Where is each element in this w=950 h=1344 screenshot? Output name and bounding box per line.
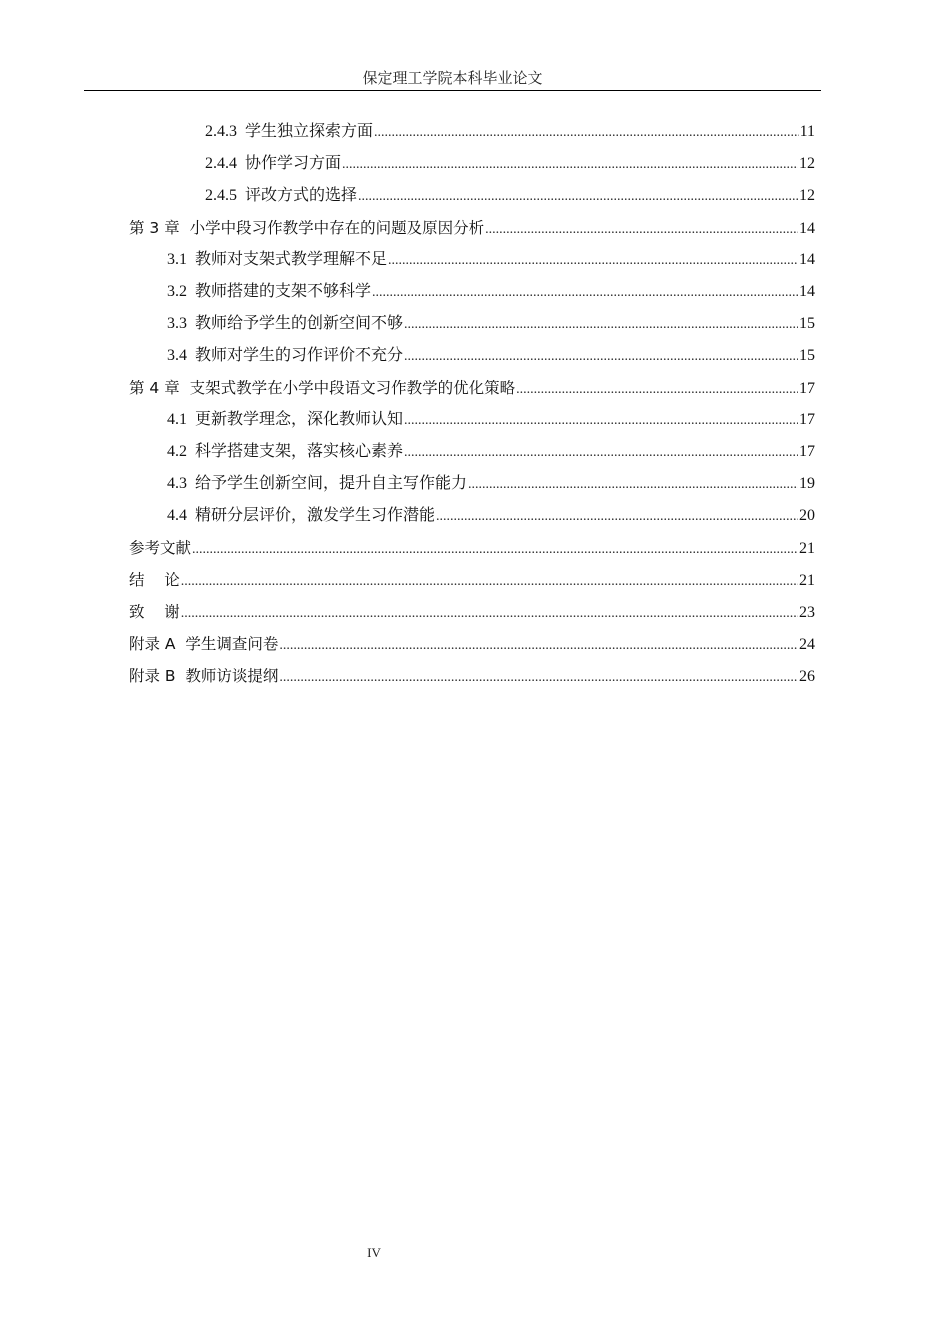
toc-entry-title: 致 谢 (129, 603, 180, 621)
toc-entry-title: 3.3 教师给予学生的创新空间不够 (167, 315, 404, 332)
toc-entry-title: 参考文献 (129, 539, 192, 557)
toc-entry-page: 20 (799, 507, 815, 524)
toc-entry-title: 2.4.4 协作学习方面 (205, 155, 342, 172)
toc-entry[interactable] (129, 596, 815, 628)
toc-entry-page: 17 (799, 380, 815, 397)
toc-entry-title: 4.3 给予学生创新空间，提升自主写作能力 (167, 475, 468, 492)
page-number: IV (367, 1245, 381, 1260)
toc-dot-leader (181, 566, 798, 598)
toc-dot-leader (404, 437, 798, 469)
toc-entry-page: 26 (799, 668, 815, 685)
toc-dot-leader (404, 405, 798, 437)
toc-entry-title: 2.4.3 学生独立探索方面 (205, 123, 374, 140)
toc-entry[interactable] (129, 628, 815, 660)
toc-entry-title: 结 论 (129, 571, 180, 589)
toc-entry-page: 21 (799, 572, 815, 589)
toc-entry[interactable] (129, 532, 815, 564)
toc-entry-title: 附录 B 教师访谈提纲 (129, 667, 279, 685)
toc-entry-title: 3.1 教师对支架式教学理解不足 (167, 251, 388, 268)
toc-entry-title: 3.4 教师对学生的习作评价不充分 (167, 347, 404, 364)
toc-entry-page: 21 (799, 540, 815, 557)
toc-entry-title: 第 4 章 支架式教学在小学中段语文习作教学的优化策略 (129, 379, 516, 397)
toc-entry[interactable] (129, 212, 815, 244)
toc-entry[interactable] (129, 276, 815, 308)
toc-entry-title: 3.2 教师搭建的支架不够科学 (167, 283, 372, 300)
toc-entry-title: 附录 A 学生调查问卷 (129, 635, 279, 653)
toc-entry[interactable] (129, 468, 815, 500)
toc-entry[interactable] (129, 660, 815, 692)
toc-dot-leader (516, 374, 798, 406)
toc-entry-page: 14 (799, 251, 815, 268)
toc-entry-page: 24 (799, 636, 815, 653)
toc-entry[interactable] (129, 372, 815, 404)
toc-entry[interactable] (129, 564, 815, 596)
toc-entry-page: 15 (799, 347, 815, 364)
toc-entry-page: 14 (799, 220, 815, 237)
toc-entry-page: 12 (799, 155, 815, 172)
toc-entry[interactable] (129, 148, 815, 180)
toc-entry[interactable] (129, 308, 815, 340)
toc-entry[interactable] (129, 116, 815, 148)
toc-entry-page: 17 (799, 443, 815, 460)
toc-dot-leader (342, 149, 798, 181)
table-of-contents (129, 116, 815, 692)
toc-entry-title: 4.1 更新教学理念，深化教师认知 (167, 411, 404, 428)
toc-entry-title: 2.4.5 评改方式的选择 (205, 187, 358, 204)
toc-entry[interactable] (129, 180, 815, 212)
toc-dot-leader (181, 598, 798, 630)
toc-dot-leader (388, 245, 798, 277)
toc-entry[interactable] (129, 436, 815, 468)
toc-dot-leader (372, 277, 798, 309)
toc-dot-leader (279, 630, 798, 662)
toc-entry[interactable] (129, 340, 815, 372)
toc-entry-page: 14 (799, 283, 815, 300)
toc-dot-leader (468, 469, 798, 501)
toc-entry-page: 23 (799, 604, 815, 621)
header-divider (84, 90, 821, 91)
toc-dot-leader (404, 309, 798, 341)
toc-entry[interactable] (129, 244, 815, 276)
toc-dot-leader (485, 214, 798, 246)
toc-dot-leader (358, 181, 798, 213)
toc-entry-page: 19 (799, 475, 815, 492)
toc-entry-page: 11 (799, 123, 815, 140)
toc-dot-leader (404, 341, 798, 373)
toc-entry[interactable] (129, 500, 815, 532)
toc-dot-leader (436, 501, 798, 533)
toc-entry-page: 15 (799, 315, 815, 332)
toc-entry-page: 17 (799, 411, 815, 428)
toc-dot-leader (192, 534, 798, 566)
toc-dot-leader (279, 662, 798, 694)
toc-dot-leader (374, 117, 799, 149)
toc-entry-page: 12 (799, 187, 815, 204)
toc-entry-title: 第 3 章 小学中段习作教学中存在的问题及原因分析 (129, 219, 485, 237)
toc-entry-title: 4.2 科学搭建支架，落实核心素养 (167, 443, 404, 460)
toc-entry-title: 4.4 精研分层评价，激发学生习作潜能 (167, 507, 436, 524)
toc-entry[interactable] (129, 404, 815, 436)
page-header-title: 保定理工学院本科毕业论文 (362, 71, 543, 87)
